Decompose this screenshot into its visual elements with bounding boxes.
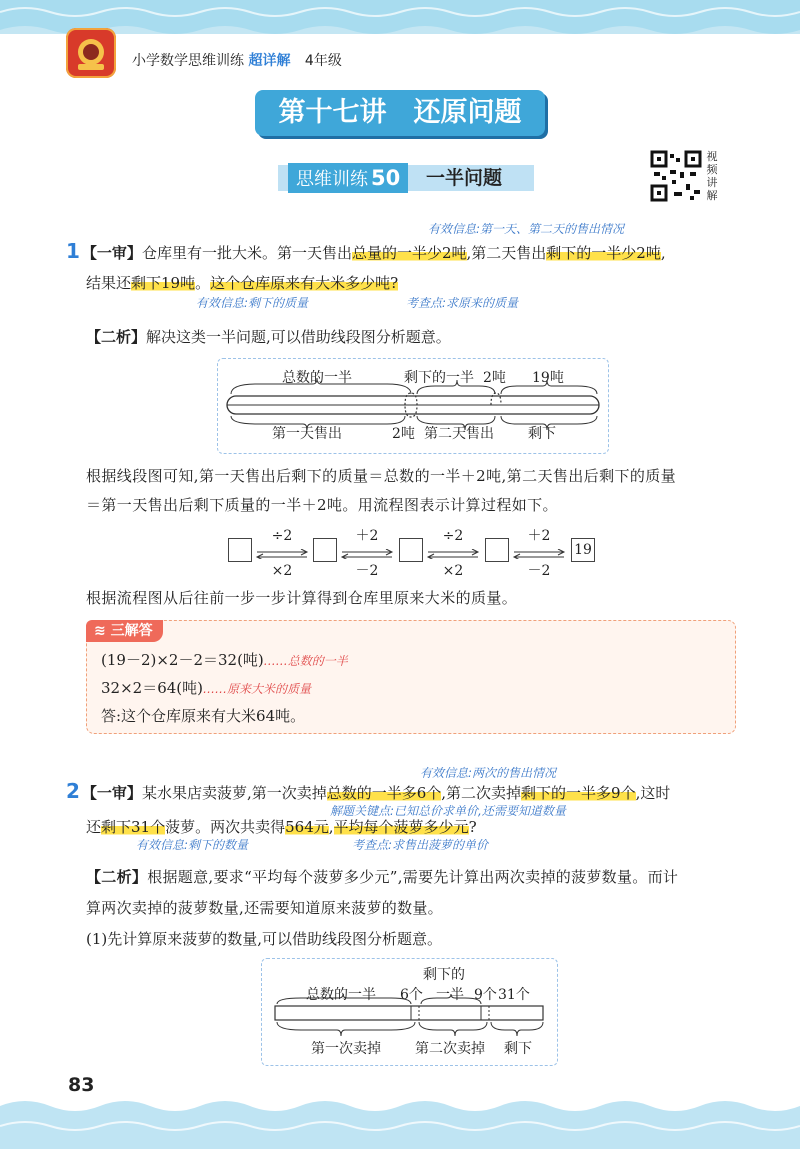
solve-tag: ≋ 三解答 xyxy=(86,620,163,642)
exercise-topic: 一半问题 xyxy=(426,167,503,189)
qr-label: 视 频 讲 解 xyxy=(706,150,718,202)
flow-op-3: ÷2 ×2 xyxy=(426,528,480,579)
p2-label-remain: 剩下 xyxy=(504,1041,532,1057)
flow-op-2: ＋2 －2 xyxy=(340,528,394,579)
p1-note-top: 有效信息:第一天、第二天的售出情况 xyxy=(428,222,625,236)
p2-label-half2: 一半 xyxy=(436,987,464,1003)
p2-label-first-sale: 第一次卖掉 xyxy=(311,1041,381,1057)
bottom-wave-band xyxy=(0,1092,800,1149)
flow-op-4: ＋2 －2 xyxy=(512,528,566,579)
p1-label-2t-bottom: 2吨 xyxy=(392,426,415,442)
exercise-heading: 思维训练 50 一半问题 xyxy=(278,163,534,193)
p2-label-6: 6个 xyxy=(400,987,423,1003)
p1-note-right: 考查点:求原来的质量 xyxy=(406,296,519,310)
header-title: 小学数学思维训练 超详解 4年级 xyxy=(132,53,342,69)
p1-solve-box xyxy=(86,620,736,734)
p2-analyze2: 算两次卖掉的菠萝数量,还需要知道原来菠萝的数量。 xyxy=(86,899,443,917)
p2-label-remaining: 剩下的 xyxy=(423,967,465,983)
mascot-icon xyxy=(66,28,116,78)
p2-read-line2: 还剩下31个菠萝。两次共卖得564元,平均每个菠萝多少元? xyxy=(86,818,477,836)
flow-box-2 xyxy=(313,538,337,562)
p1-label-day1: 第一天售出 xyxy=(272,426,342,442)
flow-box-end: 19 xyxy=(571,538,595,562)
p2-note-left: 有效信息:剩下的数量 xyxy=(136,838,249,852)
flow-op-1: ÷2 ×2 xyxy=(255,528,309,579)
lecture-title: 第十七讲 还原问题 xyxy=(255,90,545,136)
p1-label-19t: 19吨 xyxy=(532,370,564,386)
flow-box-1 xyxy=(228,538,252,562)
top-wave-band xyxy=(0,0,800,50)
p1-analyze: 【二析】解决这类一半问题,可以借助线段图分析题意。 xyxy=(86,328,451,346)
p2-label-9: 9个 xyxy=(474,987,497,1003)
solve-line2: 32×2＝64(吨)……原来大米的质量 xyxy=(101,679,312,697)
p1-read-line2: 结果还剩下19吨。这个仓库原来有大米多少吨? xyxy=(86,274,399,292)
p2-step1: (1)先计算原来菠萝的数量,可以借助线段图分析题意。 xyxy=(86,930,443,948)
p1-label-remain-half: 剩下的一半 xyxy=(404,370,474,386)
p2-label-half: 总数的一半 xyxy=(306,987,376,1003)
p1-para1: 根据线段图可知,第一天售出后剩下的质量＝总数的一半＋2吨,第二天售出后剩下的质量 xyxy=(86,467,677,485)
book-logo xyxy=(66,28,116,78)
p2-note-key: 解题关键点:已知总价求单价,还需要知道数量 xyxy=(330,804,566,818)
p1-para2: ＝第一天售出后剩下质量的一半＋2吨。用流程图表示计算过程如下。 xyxy=(86,496,558,514)
flow-box-4 xyxy=(485,538,509,562)
p2-read-line1: 2 【一审】某水果店卖菠萝,第一次卖掉总数的一半多6个,第二次卖掉剩下的一半多9个,这时 xyxy=(66,779,671,803)
p2-analyze1: 【二析】根据题意,要求“平均每个菠萝多少元”,需要先计算出两次卖掉的菠萝数量。而计 xyxy=(86,868,679,886)
solve-answer: 答:这个仓库原来有大米64吨。 xyxy=(101,707,306,725)
flow-box-3 xyxy=(399,538,423,562)
page-number: 83 xyxy=(68,1074,95,1096)
wave-icon: ≋ xyxy=(94,623,106,639)
p1-para3: 根据流程图从后往前一步一步计算得到仓库里原来大米的质量。 xyxy=(86,589,518,607)
p2-note-right: 考查点:求售出菠萝的单价 xyxy=(352,838,489,852)
p1-label-2t-top: 2吨 xyxy=(483,370,506,386)
p1-label-remain: 剩下 xyxy=(528,426,556,442)
p2-label-31: 31个 xyxy=(498,987,530,1003)
qr-code-icon[interactable] xyxy=(650,150,702,202)
p1-label-day2: 第二天售出 xyxy=(424,426,494,442)
p1-label-half: 总数的一半 xyxy=(282,370,352,386)
p1-read-line1: 1 【一审】仓库里有一批大米。第一天售出总量的一半少2吨,第二天售出剩下的一半少2吨, xyxy=(66,239,666,263)
p2-label-second-sale: 第二次卖掉 xyxy=(415,1041,485,1057)
p1-note-left: 有效信息:剩下的质量 xyxy=(196,296,309,310)
solve-line1: (19－2)×2－2＝32(吨)……总数的一半 xyxy=(101,651,348,669)
p2-note-top: 有效信息:两次的售出情况 xyxy=(420,766,557,780)
